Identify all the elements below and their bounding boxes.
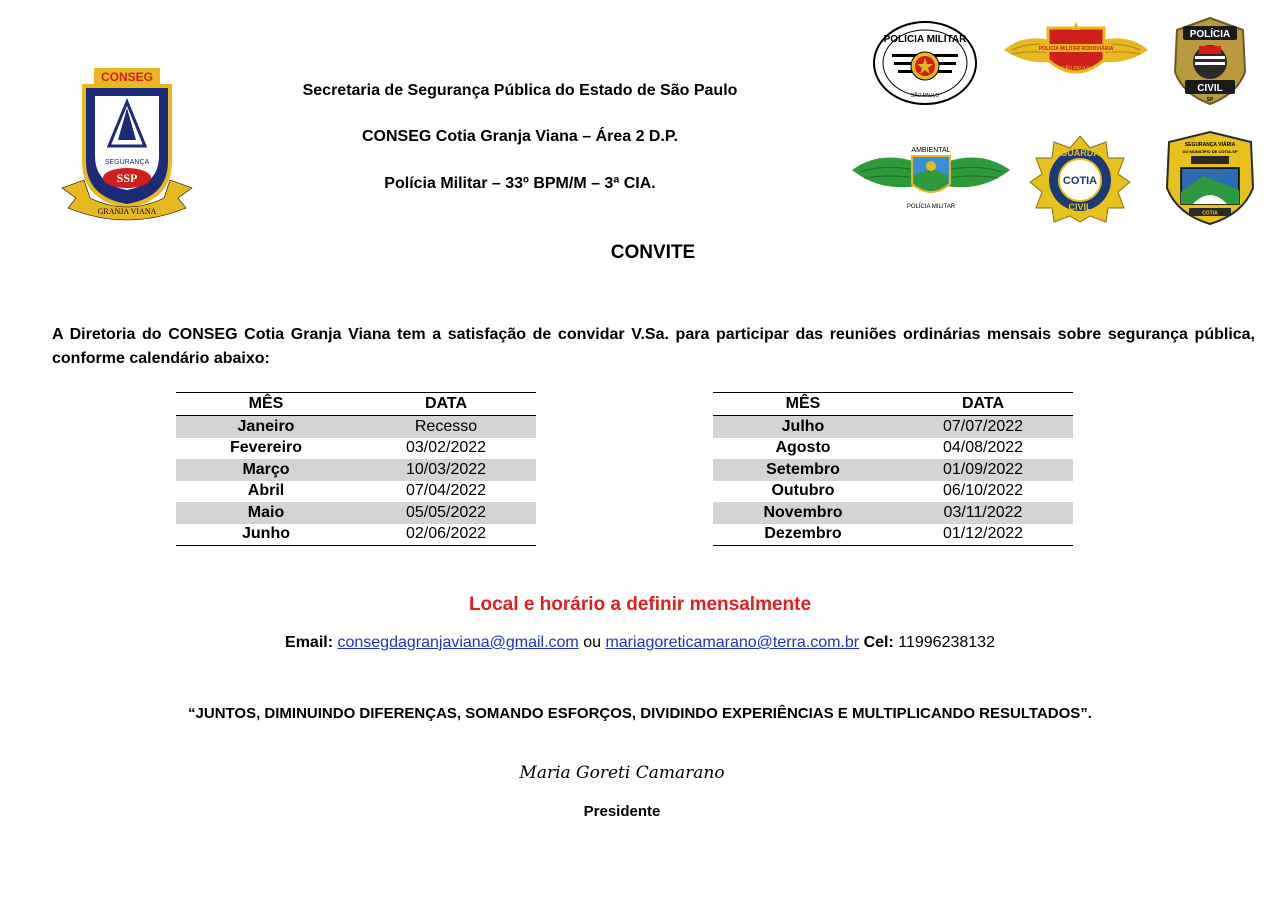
seguranca-viaria-logo	[1163, 130, 1257, 226]
policia-militar-logo	[872, 20, 978, 106]
month-cell: Fevereiro	[229, 439, 303, 457]
month-cell: Dezembro	[713, 524, 893, 546]
table-row	[176, 459, 536, 481]
table-row	[176, 438, 536, 460]
svg-text:COTIA: COTIA	[1062, 175, 1098, 187]
svg-text:SP: SP	[1206, 97, 1214, 103]
calendar-table-right	[713, 392, 1073, 546]
header-policia: Polícia Militar – 33º BPM/M – 3ª CIA.	[384, 175, 656, 192]
email-link-conseg[interactable]: consegdagranjaviana@gmail.com	[337, 634, 579, 651]
date-cell: 04/08/2022	[942, 439, 1024, 457]
conseg-logo	[60, 66, 194, 224]
svg-text:GRANJA VIANA: GRANJA VIANA	[97, 207, 157, 216]
date-cell: 03/02/2022	[405, 439, 487, 457]
table-row	[176, 502, 536, 524]
date-cell: 05/05/2022	[356, 502, 536, 524]
month-cell: Julho	[713, 416, 893, 438]
guarda-civil-logo	[1028, 134, 1132, 224]
month-cell: Outubro	[771, 482, 835, 500]
svg-text:GUARDA: GUARDA	[1060, 148, 1100, 158]
svg-text:POLÍCIA MILITAR: POLÍCIA MILITAR	[883, 34, 967, 45]
month-cell: Junho	[176, 524, 356, 546]
date-cell: 03/11/2022	[893, 502, 1073, 524]
header-conseg: CONSEG Cotia Granja Viana – Área 2 D.P.	[362, 128, 678, 145]
policia-ambiental-logo	[850, 140, 1012, 212]
date-cell: 01/09/2022	[893, 459, 1073, 481]
month-cell: Abril	[247, 482, 285, 500]
date-cell: 07/04/2022	[405, 482, 487, 500]
date-cell: Recesso	[356, 416, 536, 438]
svg-text:SÃO PAULO: SÃO PAULO	[910, 93, 940, 99]
date-cell: 07/07/2022	[893, 416, 1073, 438]
date-cell: 06/10/2022	[942, 482, 1024, 500]
table-row	[176, 524, 536, 546]
email-link-maria[interactable]: mariagoreticamarano@terra.com.br	[605, 634, 860, 651]
month-cell: Agosto	[775, 439, 831, 457]
cel-label: Cel:	[863, 634, 894, 651]
date-cell: 10/03/2022	[356, 459, 536, 481]
svg-text:POLÍCIA MILITAR: POLÍCIA MILITAR	[906, 204, 956, 210]
policia-rodoviaria-logo	[1002, 20, 1150, 86]
table-row	[713, 502, 1073, 524]
table-row	[713, 459, 1073, 481]
cel-number: 11996238132	[898, 634, 995, 651]
email-label: Email:	[285, 634, 334, 651]
month-cell: Setembro	[713, 459, 893, 481]
svg-text:SSP: SSP	[116, 171, 138, 185]
svg-text:SEGURANÇA VIÁRIA: SEGURANÇA VIÁRIA	[1184, 142, 1236, 148]
location-notice: Local e horário a definir mensalmente	[468, 594, 812, 615]
page-title: CONVITE	[610, 242, 696, 263]
or-separator: ou	[583, 634, 601, 651]
svg-text:POLICIA MILITAR RODOVIÁRIA: POLICIA MILITAR RODOVIÁRIA	[1038, 46, 1114, 52]
month-cell: Maio	[176, 502, 356, 524]
column-header-month: MÊS	[713, 393, 893, 416]
table-row	[713, 481, 1073, 503]
motto: “JUNTOS, DIMINUINDO DIFERENÇAS, SOMANDO ESFORÇOS, DIVIDINDO EXPERIÊNCIAS E MULTIPLICANDO RESULTADOS”.	[188, 705, 1092, 722]
signature: Maria Goreti Camarano	[519, 763, 725, 783]
month-cell: Janeiro	[176, 416, 356, 438]
table-row	[176, 416, 536, 438]
svg-text:CIVIL: CIVIL	[1197, 83, 1223, 94]
svg-text:DO MUNICÍPIO DE COTIA-SP: DO MUNICÍPIO DE COTIA-SP	[1182, 149, 1238, 154]
svg-text:CIVIL: CIVIL	[1068, 202, 1092, 212]
month-cell: Novembro	[713, 502, 893, 524]
column-header-date: DATA	[356, 393, 536, 416]
calendar-table-left	[176, 392, 536, 546]
column-header-date: DATA	[893, 393, 1073, 416]
column-header-month: MÊS	[176, 393, 356, 416]
header-secretaria: Secretaria de Segurança Pública do Estado de São Paulo	[302, 82, 738, 99]
svg-text:POLÍCIA: POLÍCIA	[1189, 29, 1231, 40]
month-cell: Março	[176, 459, 356, 481]
table-row	[713, 438, 1073, 460]
svg-text:CONSEG: CONSEG	[100, 70, 154, 84]
table-row	[176, 481, 536, 503]
svg-text:AMBIENTAL: AMBIENTAL	[911, 147, 951, 154]
date-cell: 01/12/2022	[893, 524, 1073, 546]
svg-text:SÃO PAULO: SÃO PAULO	[1061, 66, 1091, 72]
svg-text:COTIA: COTIA	[1202, 210, 1218, 217]
policia-civil-logo	[1171, 16, 1249, 106]
date-cell: 02/06/2022	[356, 524, 536, 546]
table-row	[713, 416, 1073, 438]
contact-line	[0, 634, 1280, 652]
signer-role: Presidente	[583, 803, 661, 820]
intro-paragraph: A Diretoria do CONSEG Cotia Granja Viana tem a satisfação de convidar V.Sa. para participar das reuniões ordinárias mensais sobre segurança pública, conforme calendário abaixo:	[52, 326, 1255, 367]
svg-text:SEGURANÇA: SEGURANÇA	[104, 159, 150, 166]
table-row	[713, 524, 1073, 546]
